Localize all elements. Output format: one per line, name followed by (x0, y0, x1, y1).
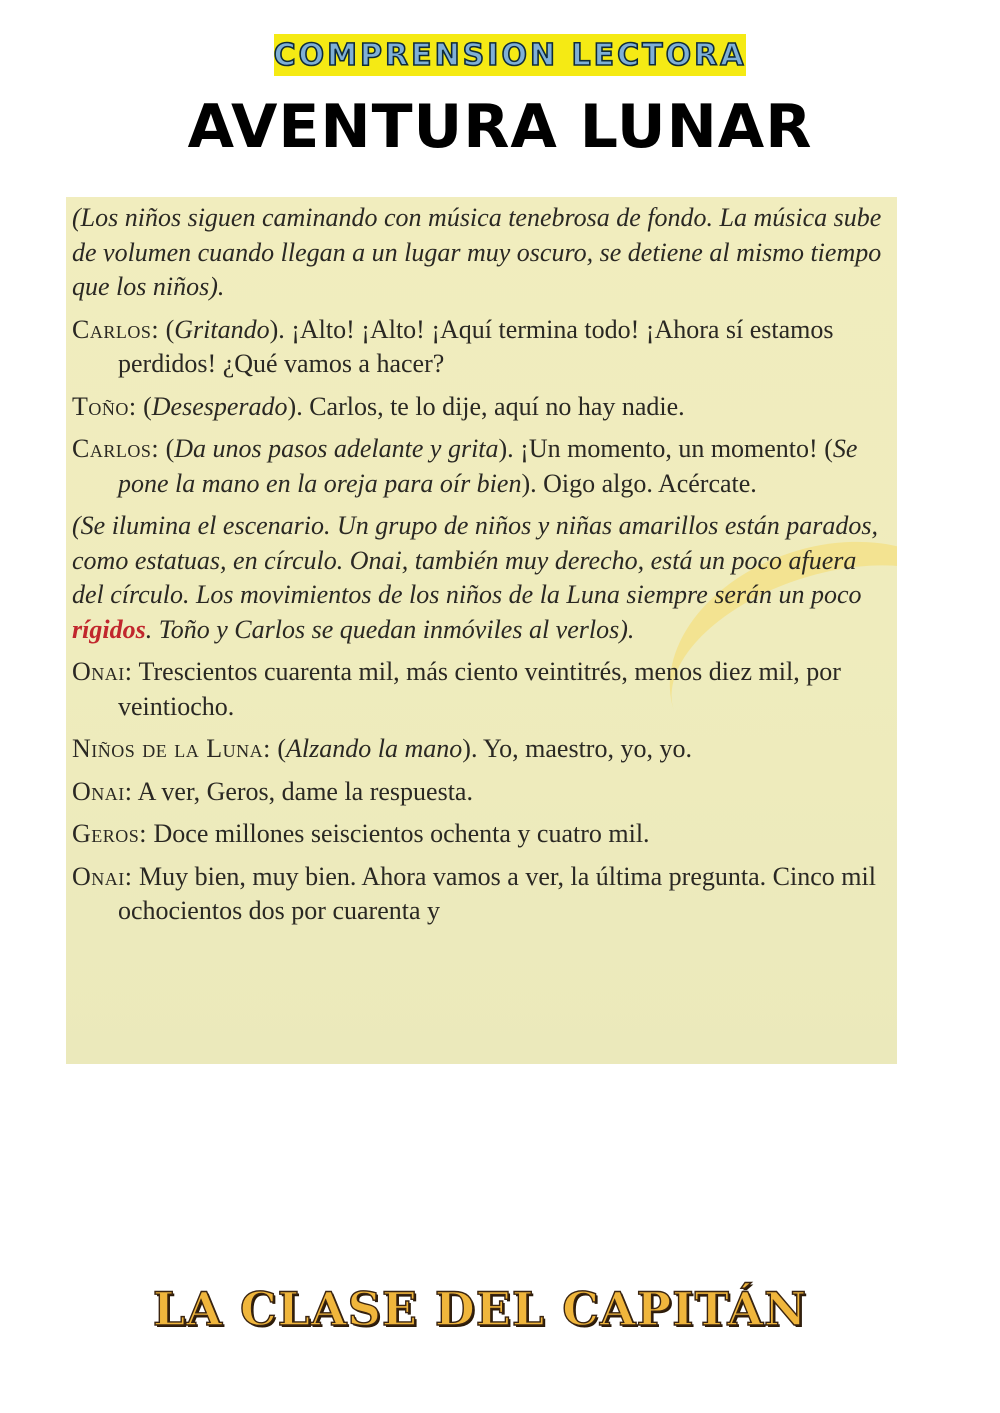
stage-direction: (Los niños siguen caminando con música tenebrosa de fondo. La música sube de volumen cuando llegan a un lugar muy oscuro, se detiene al mismo tiempo que los niños). (72, 203, 882, 301)
speaker-name: Onai: (72, 776, 133, 806)
dialogue-line (72, 817, 892, 852)
dialogue-text: ). ¡Alto! ¡Alto! ¡Aquí termina todo! ¡Ahora sí estamos perdidos! ¿Qué vamos a hacer? (118, 314, 834, 378)
speaker-name: Onai: (72, 657, 133, 686)
page-title: AVENTURA LUNAR (187, 92, 813, 162)
speaker-name: Carlos: (72, 434, 160, 463)
dialogue-line (72, 732, 892, 767)
dialogue-text: ). Carlos, te lo dije, aquí no hay nadie. (287, 391, 685, 421)
dialogue-line (72, 313, 892, 382)
dialogue-direction: Da unos pasos adelante y grita (174, 434, 499, 463)
dialogue-direction: Se pone la mano en la oreja para oír bien (118, 434, 858, 498)
dialogue-text: ). Oigo algo. Acércate. (521, 468, 757, 498)
dialogue-text: ( (136, 391, 152, 421)
story-text (72, 201, 892, 937)
dialogue-line (72, 390, 892, 425)
dialogue-direction: Desesperado (151, 391, 288, 421)
stage-text: . Toño y Carlos se quedan inmóviles al verlos). (145, 614, 635, 644)
speaker-name: Carlos: (72, 314, 160, 344)
dialogue-line (72, 860, 892, 929)
highlighted-word: rígidos (72, 614, 146, 644)
dialogue-text: ( (270, 734, 287, 763)
header-label: COMPRENSION LECTORA (274, 34, 746, 76)
dialogue-line (72, 432, 892, 501)
dialogue-text: ( (159, 314, 175, 344)
footer-title: LA CLASE DEL CAPITÁN (152, 1282, 808, 1336)
dialogue-text: ). Yo, maestro, yo, yo. (462, 734, 692, 763)
story-excerpt-image (66, 197, 897, 1064)
speaker-name: Niños de la Luna: (72, 734, 271, 763)
speaker-name: Geros: (72, 819, 148, 848)
dialogue-line (72, 655, 892, 724)
dialogue-text: Muy bien, muy bien. Ahora vamos a ver, la última pregunta. Cinco mil ochocientos dos por cuarenta y (118, 861, 876, 925)
dialogue-direction: Gritando (174, 314, 270, 344)
stage-direction (72, 509, 892, 647)
dialogue-direction: Alzando la mano (286, 734, 463, 763)
dialogue-text: ( (159, 434, 175, 463)
speaker-name: Toño: (72, 391, 137, 421)
dialogue-text: A ver, Geros, dame la respuesta. (132, 776, 473, 806)
dialogue-text: Doce millones seiscientos ochenta y cuatro mil. (147, 819, 650, 848)
dialogue-text: Trescientos cuarenta mil, más ciento veintitrés, menos diez mil, por veintiocho. (118, 657, 841, 721)
stage-text: (Se ilumina el escenario. Un grupo de niños y niñas amarillos están parados, como estatuas, en círculo. Onai, también muy derecho, está un poco afuera del círculo. Los movimientos de los niños de la Luna siempre serán un poco (72, 511, 878, 609)
dialogue-line (72, 775, 892, 810)
speaker-name: Onai: (72, 861, 133, 891)
dialogue-text: ). ¡Un momento, un momento! ( (498, 434, 833, 463)
